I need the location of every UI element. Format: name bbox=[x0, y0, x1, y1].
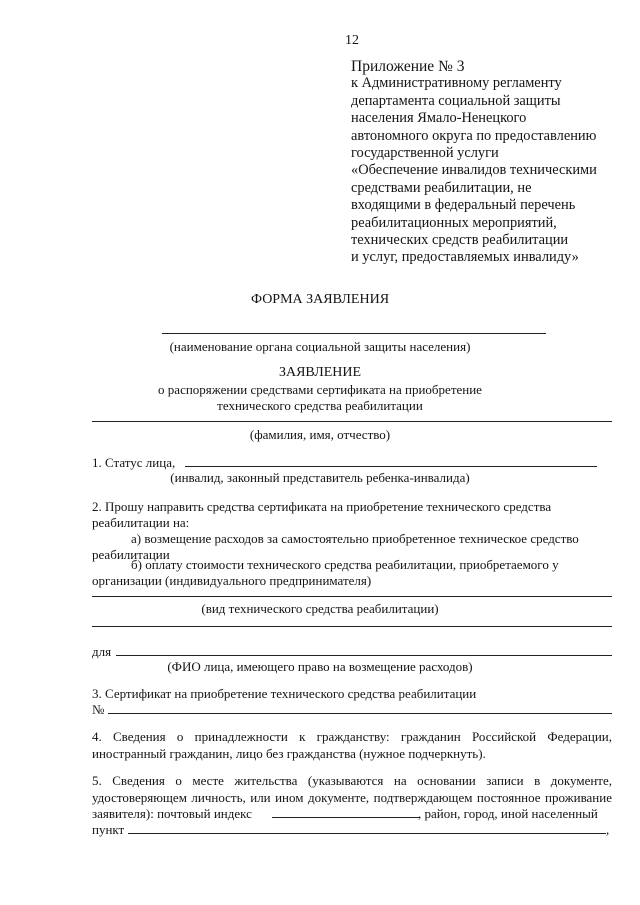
appendix-line: к Административному регламенту bbox=[351, 75, 562, 92]
appendix-line: государственной услуги bbox=[351, 145, 499, 162]
option-b-text: организации (индивидуального предпринимателя) bbox=[92, 573, 372, 588]
item3-text: 3. Сертификат на приобретение технического средства реабилитации bbox=[92, 686, 477, 701]
residence-text: заявителя): почтовый индекс bbox=[92, 806, 252, 821]
appendix-title: Приложение № 3 bbox=[351, 58, 465, 75]
residence-text: удостоверяющем личность, или ином документе, подтверждающем постоянное проживание bbox=[92, 789, 612, 805]
appendix-line: средствами реабилитации, не bbox=[351, 179, 532, 196]
certificate-number-line[interactable] bbox=[108, 713, 612, 714]
tsr-type-line[interactable] bbox=[92, 596, 612, 597]
citizenship-text: иностранный гражданин, лицо без гражданства (нужное подчеркнуть). bbox=[92, 745, 486, 761]
appendix-line: «Обеспечение инвалидов техническими bbox=[351, 162, 597, 179]
citizenship-text: 4. Сведения о принадлежности к гражданству: гражданин Российской Федерации, bbox=[92, 729, 612, 744]
application-subtitle: технического средства реабилитации bbox=[217, 398, 423, 413]
postal-code-line[interactable] bbox=[272, 817, 420, 818]
residence-text: 5. Сведения о месте жительства (указываются на основании записи в документе, bbox=[92, 773, 612, 788]
residence-paragraph bbox=[92, 773, 612, 806]
status-caption: (инвалид, законный представитель ребенка-инвалида) bbox=[170, 470, 470, 485]
tsr-type-caption: (вид технического средства реабилитации) bbox=[201, 601, 439, 616]
page-number: 12 bbox=[345, 33, 359, 48]
fio-caption: (фамилия, имя, отчество) bbox=[249, 427, 391, 442]
option-a-text: реабилитации bbox=[92, 547, 170, 562]
appendix-line: входящими в федеральный перечень bbox=[351, 197, 576, 214]
appendix-line: автономного округа по предоставлению bbox=[351, 127, 597, 144]
option-a-text: а) возмещение расходов за самостоятельно приобретенное техническое средство bbox=[131, 531, 579, 546]
item2-text: 2. Прошу направить средства сертификата на приобретение технического средства bbox=[92, 499, 552, 514]
appendix-line: и услуг, предоставляемых инвалиду» bbox=[351, 249, 579, 266]
appendix-line: департамента социальной защиты bbox=[351, 92, 561, 109]
beneficiary-caption: (ФИО лица, имеющего право на возмещение расходов) bbox=[167, 659, 473, 674]
application-subtitle: о распоряжении средствами сертификата на приобретение bbox=[158, 382, 482, 397]
status-label: 1. Статус лица, bbox=[92, 455, 176, 470]
appendix-header bbox=[351, 58, 636, 267]
citizenship-paragraph bbox=[92, 729, 612, 762]
authority-name-line[interactable] bbox=[162, 333, 546, 334]
fio-line[interactable] bbox=[92, 421, 612, 422]
locality-comma: , bbox=[606, 822, 610, 837]
locality-label: пункт bbox=[92, 822, 125, 837]
locality-line[interactable] bbox=[128, 833, 606, 834]
appendix-line: населения Ямало-Ненецкого bbox=[351, 110, 527, 127]
application-title: ЗАЯВЛЕНИЕ bbox=[278, 365, 362, 380]
tsr-type-line-2[interactable] bbox=[92, 626, 612, 627]
for-label: для bbox=[92, 644, 112, 659]
certificate-number-label: № bbox=[92, 702, 105, 717]
item2-text: реабилитации на: bbox=[92, 515, 190, 530]
residence-text: , район, город, иной населенный bbox=[418, 806, 598, 821]
beneficiary-name-line[interactable] bbox=[116, 655, 612, 656]
appendix-line: технических средств реабилитации bbox=[351, 232, 569, 249]
authority-caption: (наименование органа социальной защиты населения) bbox=[169, 339, 471, 354]
option-b-text: б) оплату стоимости технического средства реабилитации, приобретаемого у bbox=[131, 557, 559, 572]
form-title: ФОРМА ЗАЯВЛЕНИЯ bbox=[250, 292, 390, 307]
status-field-line[interactable] bbox=[185, 466, 597, 467]
appendix-line: реабилитационных мероприятий, bbox=[351, 214, 557, 231]
